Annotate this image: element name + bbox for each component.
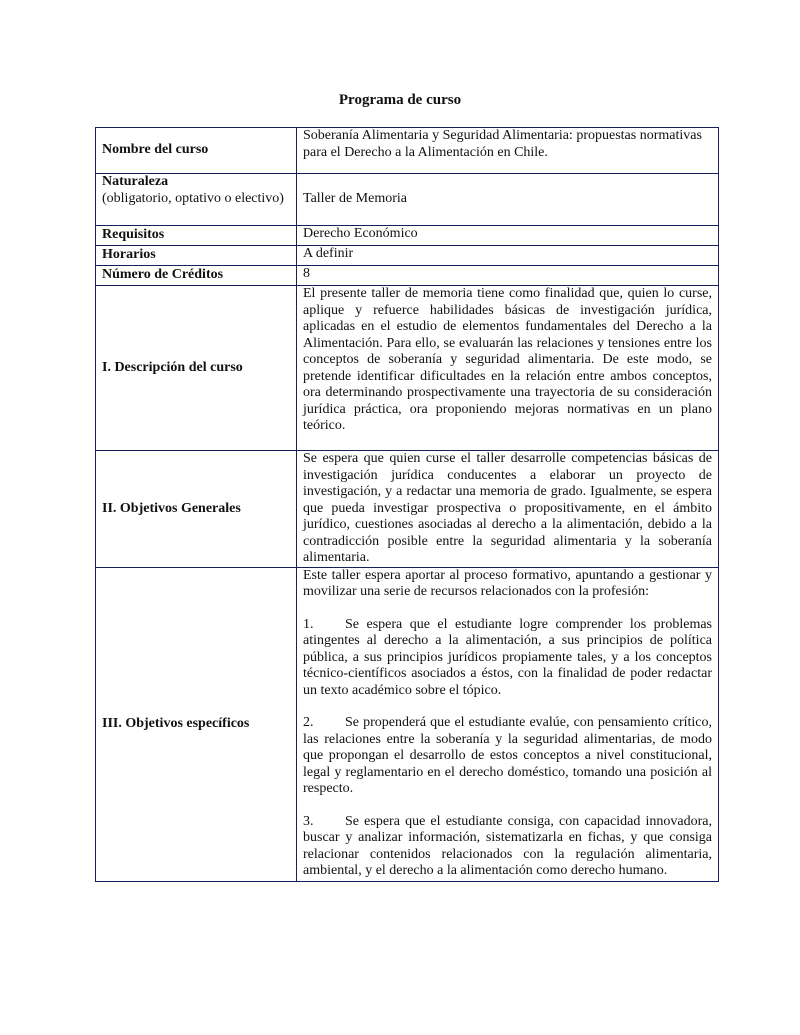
course-name-label: Nombre del curso xyxy=(102,142,209,158)
course-program-table xyxy=(95,127,719,882)
description-text: El presente taller de memoria tiene como finalidad que, quien lo curse, aplique y refuerce habilidades básicas de investigación jurídica, aplicadas en el estudio de elementos fundamentales del Derecho a la Alimentación. Para ello, se evaluarán las relaciones y tensiones entre los conceptos de soberanía y seguridad alimentaria. De este modo, se pretende identificar dificultades en la relación entre ambos conceptos, ora determinando prospectivamente una trayectoria de su consideración jurídica práctica, ora proponiendo mejoras normativas en un plano teórico. xyxy=(303,286,712,433)
schedule-label: Horarios xyxy=(102,247,156,263)
general-objectives-label: II. Objetivos Generales xyxy=(102,500,241,516)
list-item xyxy=(303,715,712,798)
value-cell xyxy=(297,226,719,246)
value-cell xyxy=(297,451,719,568)
item-number: 1. xyxy=(303,616,314,632)
general-objectives-text: Se espera que quien curse el taller desarrolle competencias básicas de investigación jurídica conducentes a elaborar un proyecto de investigación, y a redactar una memoria de grado. Igualmente, se espera que pueda investigar prospectiva o propositivamente, en el ámbito jurídico, cuestiones asociadas al derecho a la alimentación, debido a la contradicción posible entre la seguridad alimentaria y la soberanía alimentaria. xyxy=(303,451,712,565)
item-text: Se espera que el estudiante consiga, con capacidad innovadora, buscar y analizar información, sistematizarla en fichas, y que consiga relacionar contenidos relacionados con la regulación alimentaria, ambiental, y el derecho a la alimentación como derecho humano. xyxy=(303,813,712,878)
item-number: 3. xyxy=(303,813,314,829)
value-cell xyxy=(297,174,719,226)
value-cell xyxy=(297,266,719,286)
list-item xyxy=(303,617,712,700)
row-course-name xyxy=(96,128,719,174)
item-text: Se espera que el estudiante logre comprender los problemas atingentes al derecho a la alimentación, a sus principios de política pública, a sus principios jurídicos propiamente tales, y a los conceptos técnico-científicos asociados a éstos, con la finalidad de poder redactar un texto académico sobre el tópico. xyxy=(303,616,712,698)
value-cell xyxy=(297,128,719,174)
course-name-value: Soberanía Alimentaria y Seguridad Alimentaria: propuestas normativas para el Derecho a la Alimentación en Chile. xyxy=(303,128,702,160)
item-text: Se propenderá que el estudiante evalúe, con pensamiento crítico, las relaciones entre la soberanía y la seguridad alimentarias, de modo que propongan el desarrollo de estos conceptos a nivel constitucional, legal y reglamentario en el derecho doméstico, tomando una posición al respecto. xyxy=(303,715,712,796)
label-cell xyxy=(96,226,297,246)
row-general-objectives xyxy=(96,451,719,568)
value-cell xyxy=(297,246,719,266)
nature-label: Naturaleza xyxy=(102,174,169,189)
credits-label: Número de Créditos xyxy=(102,267,224,283)
label-cell xyxy=(96,567,297,881)
row-credits xyxy=(96,266,719,286)
list-item xyxy=(303,814,712,880)
row-nature xyxy=(96,174,719,226)
value-cell xyxy=(297,567,719,881)
specific-objectives-intro: Este taller espera aportar al proceso formativo, apuntando a gestionar y movilizar una serie de recursos relacionados con la profesión: xyxy=(303,567,712,599)
row-schedule xyxy=(96,246,719,266)
page-title: Programa de curso xyxy=(338,92,462,108)
label-cell xyxy=(96,286,297,451)
requirements-value: Derecho Económico xyxy=(303,226,418,241)
requirements-label: Requisitos xyxy=(102,227,165,243)
description-label: I. Descripción del curso xyxy=(102,359,243,375)
row-requirements xyxy=(96,226,719,246)
label-cell xyxy=(96,246,297,266)
label-cell xyxy=(96,451,297,568)
nature-value: Taller de Memoria xyxy=(303,191,407,207)
credits-value: 8 xyxy=(303,266,310,281)
label-cell xyxy=(96,266,297,286)
label-cell xyxy=(96,128,297,174)
schedule-value: A definir xyxy=(303,246,354,261)
value-cell xyxy=(297,286,719,451)
row-description xyxy=(96,286,719,451)
row-specific-objectives xyxy=(96,567,719,881)
specific-objectives-label: III. Objetivos específicos xyxy=(102,715,250,731)
item-number: 2. xyxy=(303,715,314,730)
nature-sublabel: (obligatorio, optativo o electivo) xyxy=(102,190,284,206)
label-cell xyxy=(96,174,297,226)
